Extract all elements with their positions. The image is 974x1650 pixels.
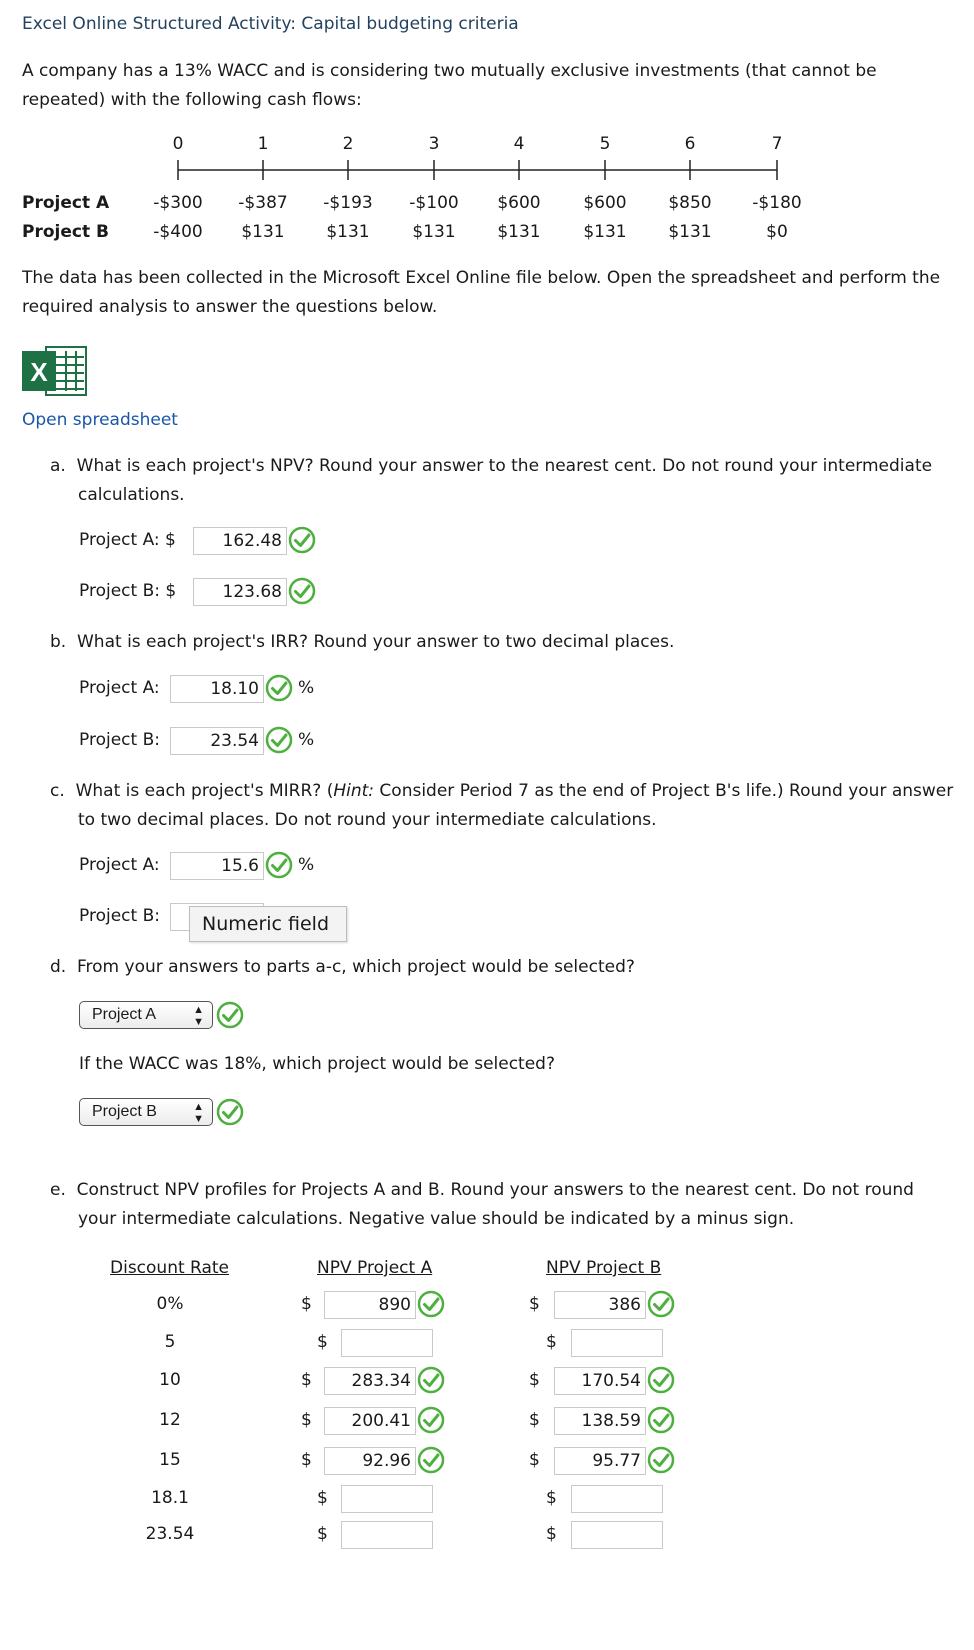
npv-b-profile-input[interactable] — [571, 1329, 663, 1357]
percent-sign: % — [298, 855, 315, 875]
npv-a-label: Project A: $ — [79, 530, 176, 550]
currency-sign: $ — [529, 1370, 540, 1390]
numeric-field-tooltip: Numeric field — [189, 906, 347, 942]
question-c-text-pre: What is each project's MIRR? ( — [75, 781, 334, 801]
cash-flow-cell: -$100 — [409, 193, 459, 213]
period-label: 4 — [513, 134, 525, 154]
period-label: 6 — [684, 134, 696, 154]
discount-rate-cell: 0% — [156, 1294, 184, 1314]
correct-check-icon — [417, 1290, 445, 1318]
question-c-text-post: Consider Period 7 as the end of Project B's life.) Round your answer to two decimal places. Do not round your intermediate calculations. — [78, 781, 954, 830]
npv-a-input[interactable]: 162.48 — [193, 527, 287, 555]
select-arrows-icon: ▲ ▼ — [193, 1101, 204, 1125]
correct-check-icon — [288, 577, 316, 605]
intro-text: A company has a 13% WACC and is considering two mutually exclusive investments (that cannot be repeated) with the following cash flows: — [22, 61, 877, 110]
project-b-label: Project B — [22, 222, 109, 242]
correct-check-icon — [647, 1446, 675, 1474]
npv-a-profile-input[interactable]: 92.96 — [324, 1447, 416, 1475]
correct-check-icon — [417, 1406, 445, 1434]
select-arrows-icon: ▲ ▼ — [193, 1004, 204, 1028]
discount-rate-cell: 12 — [159, 1410, 181, 1430]
cash-flow-cell: $131 — [497, 222, 541, 242]
period-label: 1 — [257, 134, 269, 154]
npv-a-profile-input[interactable]: 890 — [324, 1291, 416, 1319]
period-label: 2 — [342, 134, 354, 154]
npv-a-profile-input[interactable] — [341, 1329, 433, 1357]
irr-a-label: Project A: — [79, 678, 160, 698]
data-note: The data has been collected in the Microsoft Excel Online file below. Open the spreadsheet and perform the required analysis to answer the questions below. — [22, 268, 941, 317]
mirr-a-input[interactable]: 15.6 — [170, 852, 264, 880]
cash-flow-cell: -$300 — [153, 193, 203, 213]
npv-b-profile-input[interactable]: 95.77 — [554, 1447, 646, 1475]
mirr-b-label: Project B: — [79, 906, 160, 926]
mirr-a-label: Project A: — [79, 855, 160, 875]
discount-rate-cell: 5 — [164, 1332, 176, 1352]
correct-check-icon — [265, 851, 293, 879]
col-header-npv-b: NPV Project B — [546, 1258, 662, 1278]
correct-check-icon — [647, 1290, 675, 1318]
currency-sign: $ — [529, 1410, 540, 1430]
question-c — [50, 777, 958, 835]
cash-flow-cell: -$400 — [153, 222, 203, 242]
project-select-1[interactable] — [79, 1001, 213, 1029]
project-select-2[interactable] — [79, 1098, 213, 1126]
cash-flow-cell: $131 — [326, 222, 370, 242]
period-label: 7 — [771, 134, 783, 154]
correct-check-icon — [216, 1098, 244, 1126]
correct-check-icon — [288, 526, 316, 554]
currency-sign: $ — [317, 1524, 328, 1544]
timeline-axis — [0, 155, 974, 185]
npv-a-profile-input[interactable] — [341, 1521, 433, 1549]
cash-flow-cell: $131 — [241, 222, 285, 242]
currency-sign: $ — [546, 1332, 557, 1352]
cash-flow-cell: $0 — [766, 222, 788, 242]
cash-flow-cell: $131 — [668, 222, 712, 242]
cash-flow-cell: $600 — [497, 193, 541, 213]
npv-a-profile-input[interactable] — [341, 1485, 433, 1513]
open-spreadsheet-link[interactable]: Open spreadsheet — [22, 410, 178, 430]
project-a-label: Project A — [22, 193, 110, 213]
correct-check-icon — [265, 674, 293, 702]
currency-sign: $ — [301, 1410, 312, 1430]
percent-sign: % — [298, 678, 315, 698]
question-c-letter: c. — [50, 781, 65, 801]
npv-b-label: Project B: $ — [79, 581, 177, 601]
question-d2: If the WACC was 18%, which project would be selected? — [79, 1054, 555, 1074]
cash-flow-cell: $131 — [583, 222, 627, 242]
project-select-1-value: Project A — [92, 1006, 157, 1023]
question-b: b. What is each project's IRR? Round your answer to two decimal places. — [50, 632, 675, 652]
correct-check-icon — [647, 1366, 675, 1394]
currency-sign: $ — [317, 1488, 328, 1508]
discount-rate-cell: 23.54 — [145, 1524, 195, 1544]
period-label: 5 — [599, 134, 611, 154]
irr-b-label: Project B: — [79, 730, 160, 750]
cash-flow-cell: -$193 — [323, 193, 373, 213]
excel-icon[interactable] — [22, 345, 90, 397]
discount-rate-cell: 10 — [159, 1370, 181, 1390]
period-label: 0 — [172, 134, 184, 154]
hint-label: Hint: — [333, 781, 375, 801]
irr-a-input[interactable]: 18.10 — [170, 675, 264, 703]
npv-a-profile-input[interactable]: 283.34 — [324, 1367, 416, 1395]
project-select-2-value: Project B — [92, 1103, 157, 1120]
currency-sign: $ — [301, 1294, 312, 1314]
question-e: e. Construct NPV profiles for Projects A and B. Round your answers to the nearest cent. Do not round your intermediate calculations. Negative value should be indicated by a minus sign. — [50, 1180, 914, 1229]
correct-check-icon — [417, 1366, 445, 1394]
currency-sign: $ — [529, 1450, 540, 1470]
page-title: Excel Online Structured Activity: Capital budgeting criteria — [22, 14, 519, 34]
question-d: d. From your answers to parts a-c, which project would be selected? — [50, 957, 635, 977]
col-header-rate: Discount Rate — [110, 1258, 230, 1278]
npv-a-profile-input[interactable]: 200.41 — [324, 1407, 416, 1435]
npv-b-input[interactable]: 123.68 — [193, 578, 287, 606]
correct-check-icon — [647, 1406, 675, 1434]
cash-flow-cell: $131 — [412, 222, 456, 242]
currency-sign: $ — [301, 1450, 312, 1470]
currency-sign: $ — [546, 1488, 557, 1508]
npv-b-profile-input[interactable]: 386 — [554, 1291, 646, 1319]
currency-sign: $ — [301, 1370, 312, 1390]
currency-sign: $ — [317, 1332, 328, 1352]
npv-b-profile-input[interactable] — [571, 1521, 663, 1549]
currency-sign: $ — [529, 1294, 540, 1314]
cash-flow-cell: $850 — [668, 193, 712, 213]
irr-b-input[interactable]: 23.54 — [170, 727, 264, 755]
currency-sign: $ — [546, 1524, 557, 1544]
col-header-npv-a: NPV Project A — [317, 1258, 433, 1278]
question-a: a. What is each project's NPV? Round your answer to the nearest cent. Do not round your intermediate calculations. — [50, 456, 933, 505]
correct-check-icon — [265, 726, 293, 754]
discount-rate-cell: 18.1 — [151, 1488, 189, 1508]
period-label: 3 — [428, 134, 440, 154]
cash-flow-cell: -$387 — [238, 193, 288, 213]
correct-check-icon — [417, 1446, 445, 1474]
percent-sign: % — [298, 730, 315, 750]
discount-rate-cell: 15 — [159, 1450, 181, 1470]
cash-flow-cell: $600 — [583, 193, 627, 213]
cash-flow-cell: -$180 — [752, 193, 802, 213]
npv-b-profile-input[interactable] — [571, 1485, 663, 1513]
correct-check-icon — [216, 1001, 244, 1029]
npv-b-profile-input[interactable]: 138.59 — [554, 1407, 646, 1435]
npv-b-profile-input[interactable]: 170.54 — [554, 1367, 646, 1395]
excel-icon-letter: X — [30, 357, 48, 387]
